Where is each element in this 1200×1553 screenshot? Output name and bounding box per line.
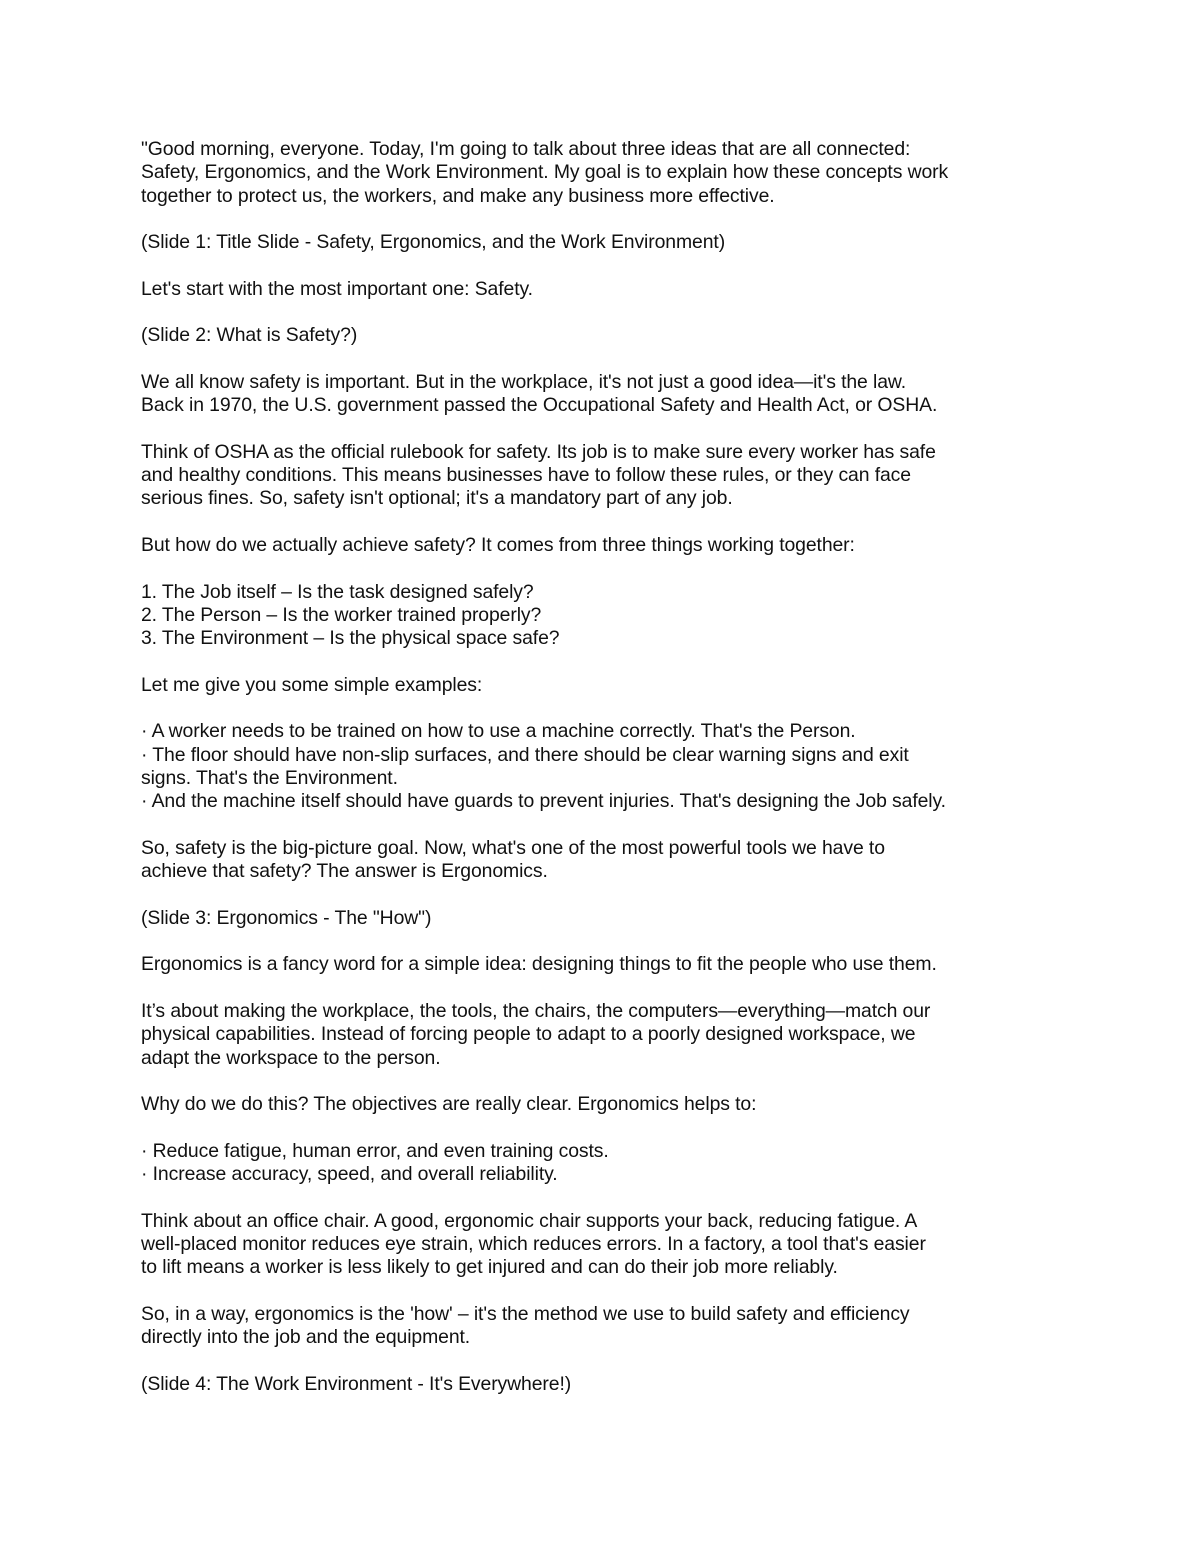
text-line: · Increase accuracy, speed, and overall reliability. (141, 1163, 558, 1186)
document-paragraph (141, 837, 1071, 884)
document-paragraph (141, 278, 1071, 301)
document-paragraph (141, 324, 1071, 347)
text-line: So, in a way, ergonomics is the 'how' – it's the method we use to build safety and efficiency (141, 1302, 910, 1325)
text-line: · The floor should have non-slip surfaces, and there should be clear warning signs and exit (141, 743, 909, 766)
document-paragraph (141, 1210, 1071, 1280)
text-line: Safety, Ergonomics, and the Work Environment. My goal is to explain how these concepts work (141, 161, 949, 184)
text-line: Let's start with the most important one: Safety. (141, 277, 533, 300)
text-line: Think of OSHA as the official rulebook for safety. Its job is to make sure every worker has safe (141, 440, 936, 463)
text-line: 3. The Environment – Is the physical space safe? (141, 627, 560, 650)
text-line: 2. The Person – Is the worker trained properly? (141, 603, 542, 626)
text-line: adapt the workspace to the person. (141, 1046, 441, 1069)
text-line: · A worker needs to be trained on how to use a machine correctly. That's the Person. (141, 720, 856, 743)
text-line: · Reduce fatigue, human error, and even training costs. (141, 1139, 609, 1162)
text-line: (Slide 2: What is Safety?) (141, 324, 358, 347)
document-paragraph (141, 1303, 1071, 1350)
document-paragraph (141, 231, 1071, 254)
document-paragraph (141, 907, 1071, 930)
document-paragraph (141, 953, 1071, 976)
document-paragraph (141, 138, 1071, 208)
text-line: We all know safety is important. But in the workplace, it's not just a good idea—it's the law. (141, 370, 907, 393)
text-line: It’s about making the workplace, the tools, the chairs, the computers—everything—match our (141, 999, 931, 1022)
document-paragraph (141, 371, 1071, 418)
text-line: Let me give you some simple examples: (141, 673, 483, 696)
document-paragraph (141, 1093, 1071, 1116)
text-line: (Slide 4: The Work Environment - It's Everywhere!) (141, 1372, 572, 1395)
text-line: together to protect us, the workers, and make any business more effective. (141, 184, 775, 207)
text-line: "Good morning, everyone. Today, I'm going to talk about three ideas that are all connected: (141, 138, 911, 160)
text-line: But how do we actually achieve safety? It comes from three things working together: (141, 534, 855, 557)
text-line: (Slide 3: Ergonomics - The "How") (141, 906, 432, 929)
text-line: · And the machine itself should have guards to prevent injuries. That's designing the Job safely. (141, 790, 946, 813)
text-line: Ergonomics is a fancy word for a simple idea: designing things to fit the people who use them. (141, 953, 937, 976)
text-line: physical capabilities. Instead of forcing people to adapt to a poorly designed workspace, we (141, 1023, 916, 1046)
document-paragraph (141, 441, 1071, 511)
text-line: well-placed monitor reduces eye strain, which reduces errors. In a factory, a tool that's easier (141, 1232, 926, 1255)
document-paragraph (141, 674, 1071, 697)
text-line: to lift means a worker is less likely to get injured and can do their job more reliably. (141, 1256, 838, 1279)
document-paragraph (141, 534, 1071, 557)
text-line: achieve that safety? The answer is Ergonomics. (141, 860, 548, 883)
document-paragraph (141, 720, 1071, 813)
document-paragraph (141, 1000, 1071, 1070)
document-paragraph (141, 1373, 1071, 1396)
document-paragraph (141, 1140, 1071, 1187)
text-line: and healthy conditions. This means businesses have to follow these rules, or they can face (141, 464, 911, 487)
text-line: 1. The Job itself – Is the task designed safely? (141, 580, 534, 603)
text-line: Back in 1970, the U.S. government passed the Occupational Safety and Health Act, or OSHA. (141, 394, 938, 417)
document-paragraph (141, 581, 1071, 651)
text-line: So, safety is the big-picture goal. Now, what's one of the most powerful tools we have to (141, 836, 885, 859)
text-line: Think about an office chair. A good, ergonomic chair supports your back, reducing fatigue. A (141, 1209, 918, 1232)
text-line: serious fines. So, safety isn't optional; it's a mandatory part of any job. (141, 487, 733, 510)
text-line: signs. That's the Environment. (141, 767, 398, 790)
text-line: directly into the job and the equipment. (141, 1326, 471, 1349)
text-line: Why do we do this? The objectives are really clear. Ergonomics helps to: (141, 1093, 757, 1116)
text-line: (Slide 1: Title Slide - Safety, Ergonomics, and the Work Environment) (141, 231, 726, 254)
document-page (141, 138, 1071, 1419)
